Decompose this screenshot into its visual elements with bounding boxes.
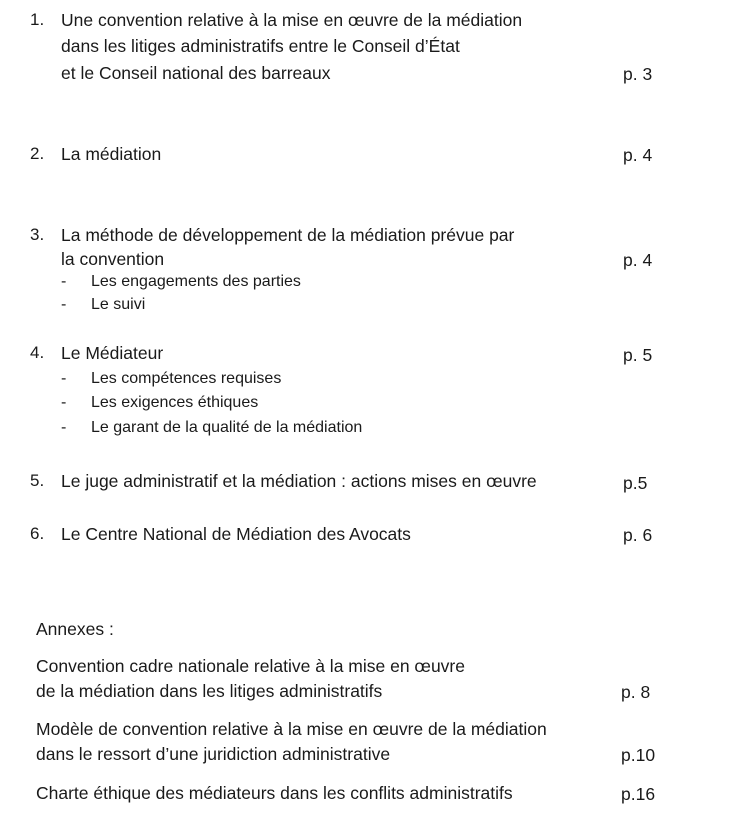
toc-subitem: Le suivi	[91, 296, 146, 313]
bullet-dash: -	[61, 370, 67, 387]
annex-page-number: p.10	[621, 745, 656, 765]
toc-subitem: Les engagements des parties	[91, 273, 301, 290]
toc-number: 5.	[30, 471, 45, 490]
toc-number: 1.	[30, 10, 45, 29]
annex-title-line: dans le ressort d’une juridiction administrative	[36, 744, 391, 764]
annex-title-line: de la médiation dans les litiges administratifs	[36, 681, 383, 701]
toc-title-line: Le Centre National de Médiation des Avocats	[61, 524, 411, 544]
toc-subitem: Les exigences éthiques	[91, 394, 259, 411]
toc-title-line: La méthode de développement de la médiation prévue par	[61, 225, 515, 245]
bullet-dash: -	[61, 394, 67, 411]
annex-title-line: Charte éthique des médiateurs dans les conflits administratifs	[36, 783, 513, 803]
toc-title-line: la convention	[61, 249, 165, 269]
toc-subitem: Le garant de la qualité de la médiation	[91, 419, 363, 436]
bullet-dash: -	[61, 296, 67, 313]
annex-title-line: Convention cadre nationale relative à la mise en œuvre	[36, 656, 465, 676]
toc-page-number: p.5	[623, 473, 648, 493]
toc-number: 4.	[30, 343, 45, 362]
toc-page-number: p. 5	[623, 345, 653, 365]
toc-page-number: p. 4	[623, 250, 653, 270]
toc-page-number: p. 6	[623, 525, 653, 545]
bullet-dash: -	[61, 273, 67, 290]
toc-title-line: dans les litiges administratifs entre le Conseil d’État	[61, 36, 460, 56]
annexes-heading: Annexes :	[36, 619, 114, 639]
toc-title-line: et le Conseil national des barreaux	[61, 63, 331, 83]
annex-page-number: p.16	[621, 784, 656, 804]
toc-title-line: Le Médiateur	[61, 343, 164, 363]
bullet-dash: -	[61, 419, 67, 436]
toc-page-number: p. 4	[623, 145, 653, 165]
annex-title-line: Modèle de convention relative à la mise en œuvre de la médiation	[36, 719, 547, 739]
toc-subitem: Les compétences requises	[91, 370, 282, 387]
annex-page-number: p. 8	[621, 682, 651, 702]
toc-number: 6.	[30, 524, 45, 543]
toc-page-number: p. 3	[623, 64, 653, 84]
toc-title-line: La médiation	[61, 144, 162, 164]
toc-number: 3.	[30, 225, 45, 244]
toc-title-line: Une convention relative à la mise en œuvre de la médiation	[61, 10, 523, 30]
toc-number: 2.	[30, 144, 45, 163]
toc-title-line: Le juge administratif et la médiation : actions mises en œuvre	[61, 471, 537, 491]
